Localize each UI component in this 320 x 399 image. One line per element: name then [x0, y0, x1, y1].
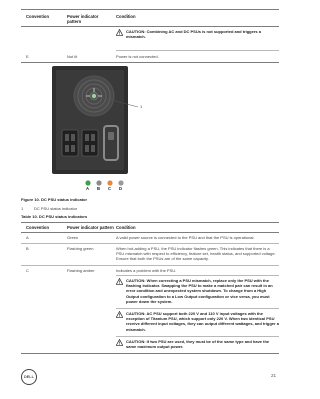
table2-top-rule — [21, 222, 279, 223]
caution-rule-2 — [116, 308, 279, 309]
table-caption: Table 10. DC PSU status indicators — [21, 214, 88, 219]
led-label-a: A — [86, 186, 90, 191]
caution-psu-mismatch: CAUTION: When correcting a PSU mismatch, replace only the PSU with the flashing indicator. Swapping the PSU to make a matched pair can result in an error condition and unexpected system shutdown. To change from a High Output configuration to a Low Output configuration or vice versa, you must power down the system. — [126, 278, 273, 304]
table1-header-rule — [21, 26, 279, 27]
caution-icon — [116, 29, 123, 36]
table2-row-b-convention: B — [26, 246, 29, 251]
table2-bottom-rule — [21, 353, 279, 354]
figure-legend-text: DC PSU status indicator — [34, 206, 78, 211]
table-top-rule — [21, 9, 279, 10]
led-a — [85, 180, 90, 185]
table2-header-rule — [21, 232, 279, 233]
table2-header-convention: Convention — [26, 225, 50, 230]
page-number: 21 — [271, 373, 277, 378]
pin-5 — [85, 134, 89, 141]
table1-header-convention: Convention — [26, 14, 50, 19]
pin-3 — [65, 145, 69, 152]
dell-logo — [21, 369, 37, 385]
table2-header-pattern: Power indicator pattern — [67, 225, 114, 230]
table1-row-convention: E — [26, 54, 29, 59]
dc-connector-left — [62, 130, 78, 156]
led-label-b: B — [97, 186, 101, 191]
release-tab — [108, 132, 114, 140]
pin-2 — [71, 134, 75, 141]
figure-legend-number: 1 — [21, 206, 24, 211]
led-b — [96, 180, 101, 185]
dell-logo-text: DELL — [24, 375, 34, 379]
table1-caution: CAUTION: Combining AC and DC PSUs is not supported and triggers a mismatch. — [126, 29, 261, 40]
table2-row-b-pattern: Flashing green — [67, 246, 94, 251]
led-d — [118, 180, 123, 185]
caution-icon — [116, 339, 123, 346]
caution-rule — [116, 50, 279, 51]
status-indicator-led — [92, 94, 96, 98]
table2-row-rule-a — [21, 243, 279, 244]
table2-row-b-condition: When hot-adding a PSU, the PSU indicator flashes green. This indicates that there is a PSU mismatch with respect to efficiency, feature set, health status, and supported voltage. Ensure that both the PSUs are of the same capacity. — [116, 246, 276, 262]
pin-4 — [71, 145, 75, 152]
caution-rule-1 — [116, 275, 279, 276]
dc-psu-figure — [50, 64, 145, 176]
led-c — [107, 180, 112, 185]
caution-rule-3 — [116, 336, 279, 337]
dc-connector-right — [82, 130, 98, 156]
table2-row-a-convention: A — [26, 235, 29, 240]
table2-row-c-pattern: Flashing amber — [67, 268, 95, 273]
pin-1 — [65, 134, 69, 141]
caution-icon — [116, 278, 123, 285]
figure-callout-number: 1 — [140, 104, 143, 109]
table1-row-pattern: Not lit — [67, 54, 78, 59]
table2-row-a-condition: A valid power source is connected to the PSU and that the PSU is operational. — [116, 235, 255, 240]
led-label-c: C — [108, 186, 112, 191]
table1-header-pattern: Power indicator pattern — [67, 14, 99, 24]
table2-row-c-convention: C — [26, 268, 29, 273]
table1-header-condition: Condition — [116, 14, 136, 19]
pin-8 — [91, 145, 95, 152]
caution-input-voltage: CAUTION: AC PSU support both 220 V and 110 V input voltages with the exception of Titanium PSU, which support only 220 V. When two identical PSU receive different input voltages, they can output different wattages, and trigger a mismatch. — [126, 311, 279, 332]
table2-row-rule-b — [21, 265, 279, 266]
pin-7 — [85, 145, 89, 152]
table1-row-condition: Power is not connected. — [116, 54, 159, 59]
table1-bottom-rule — [21, 62, 279, 63]
caution-icon — [116, 311, 123, 318]
figure-caption: Figure 10. DC PSU status indicator — [21, 197, 88, 202]
caution-same-type: CAUTION: If two PSU are used, they must be of the same type and have the same maximum output power. — [126, 339, 270, 350]
pin-6 — [91, 134, 95, 141]
table2-row-c-condition: Indicates a problem with the PSU. — [116, 268, 177, 273]
table2-row-a-pattern: Green — [67, 235, 79, 240]
led-label-d: D — [119, 186, 123, 191]
table2-header-condition: Condition — [116, 225, 136, 230]
